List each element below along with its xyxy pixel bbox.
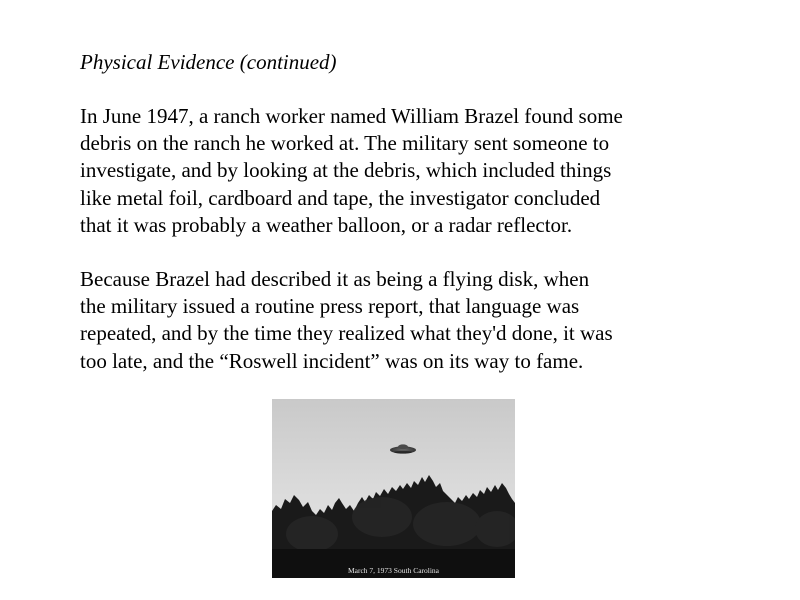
paragraph-press-report (80, 266, 770, 375)
ufo-photograph (272, 399, 515, 578)
paragraph-line: In June 1947, a ranch worker named William Brazel found some (80, 104, 623, 128)
paragraph-debris (80, 103, 770, 239)
paragraph-line: repeated, and by the time they realized what they'd done, it was (80, 321, 613, 346)
paragraph-line: investigate, and by looking at the debris, which included things (80, 158, 612, 183)
paragraph-line: too late, and the “Roswell incident” was on its way to fame. (80, 348, 584, 373)
paragraph-line: Because Brazel had described it as being a flying disk, when (80, 267, 590, 291)
ufo-photo-image (272, 399, 515, 578)
paragraph-line: debris on the ranch he worked at. The military sent someone to (80, 131, 610, 156)
photo-caption: March 7, 1973 South Carolina (347, 566, 440, 575)
paragraph-line: that it was probably a weather balloon, or a radar reflector. (80, 212, 573, 237)
paragraph-line: the military issued a routine press report, that language was (80, 294, 580, 319)
paragraph-line: like metal foil, cardboard and tape, the investigator concluded (80, 185, 601, 210)
slide-title: Physical Evidence (continued) (80, 50, 337, 74)
